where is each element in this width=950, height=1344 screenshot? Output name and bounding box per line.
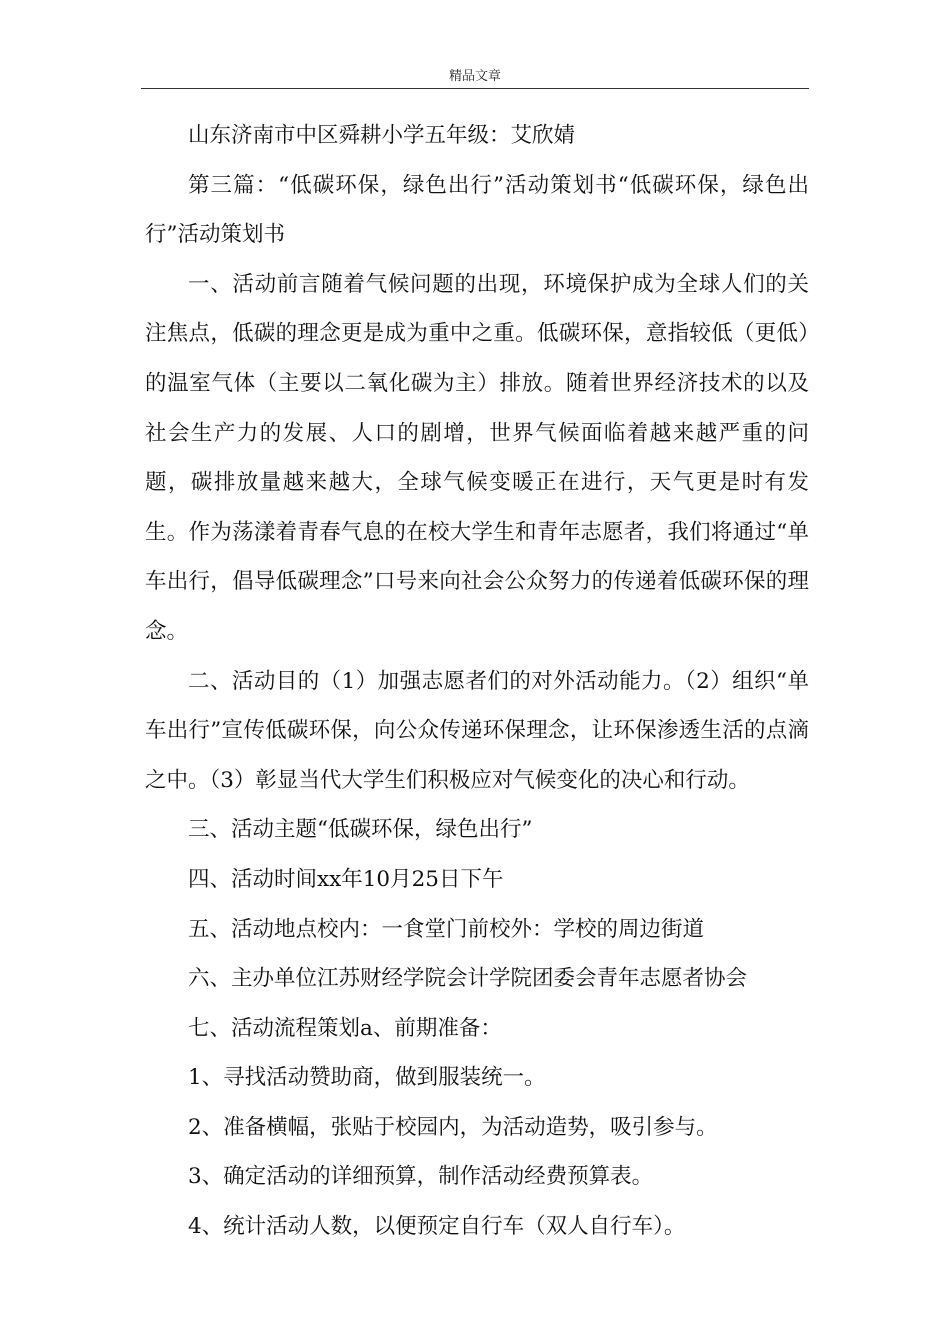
document-body xyxy=(145,111,809,1252)
process-step-3: 3、确定活动的详细预算，制作活动经费预算表。 xyxy=(188,1164,654,1190)
section-time: 四、活动时间xx年10月25日下午 xyxy=(188,866,504,892)
section-theme: 三、活动主题“低碳环保，绿色出行” xyxy=(188,817,533,843)
section-location: 五、活动地点校内：一食堂门前校外：学校的周边街道 xyxy=(188,916,705,942)
section-purpose: 二、活动目的（1）加强志愿者们的对外活动能力。（2）组织“单车出行”宣传低碳环保，向公众传递环保理念，让环保渗透生活的点滴之中。（3）彰显当代大学生们积极应对气候变化的决心和行动。 xyxy=(145,668,809,793)
process-step-2: 2、准备横幅，张贴于校园内，为活动造势，吸引参与。 xyxy=(188,1114,718,1140)
section-organizer: 六、主办单位江苏财经学院会计学院团委会青年志愿者协会 xyxy=(188,966,748,992)
page-header-title: 精品文章 xyxy=(448,69,501,84)
article-title: 第三篇：“低碳环保，绿色出行”活动策划书“低碳环保，绿色出行”活动策划书 xyxy=(145,172,809,248)
section-process: 七、活动流程策划a、前期准备： xyxy=(188,1015,502,1041)
author-line: 山东济南市中区舜耕小学五年级：艾欣婧 xyxy=(188,123,576,148)
section-preface: 一、活动前言随着气候问题的出现，环境保护成为全球人们的关注焦点，低碳的理念更是成为重中之重。低碳环保，意指较低（更低）的温室气体（主要以二氧化碳为主）排放。随着世界经济技术的以及社会生产力的发展、人口的剧增，世界气候面临着越来越严重的问题，碳排放量越来越大，全球气候变暖正在进行，天气更是时有发生。作为荡漾着青春气息的在校大学生和青年志愿者，我们将通过“单车出行，倡导低碳理念”口号来向社会公众努力的传递着低碳环保的理念。 xyxy=(145,271,809,644)
process-step-4: 4、统计活动人数，以便预定自行车（双人自行车）。 xyxy=(188,1214,686,1240)
process-step-1: 1、寻找活动赞助商，做到服装统一。 xyxy=(188,1065,546,1091)
header-divider xyxy=(141,88,809,89)
